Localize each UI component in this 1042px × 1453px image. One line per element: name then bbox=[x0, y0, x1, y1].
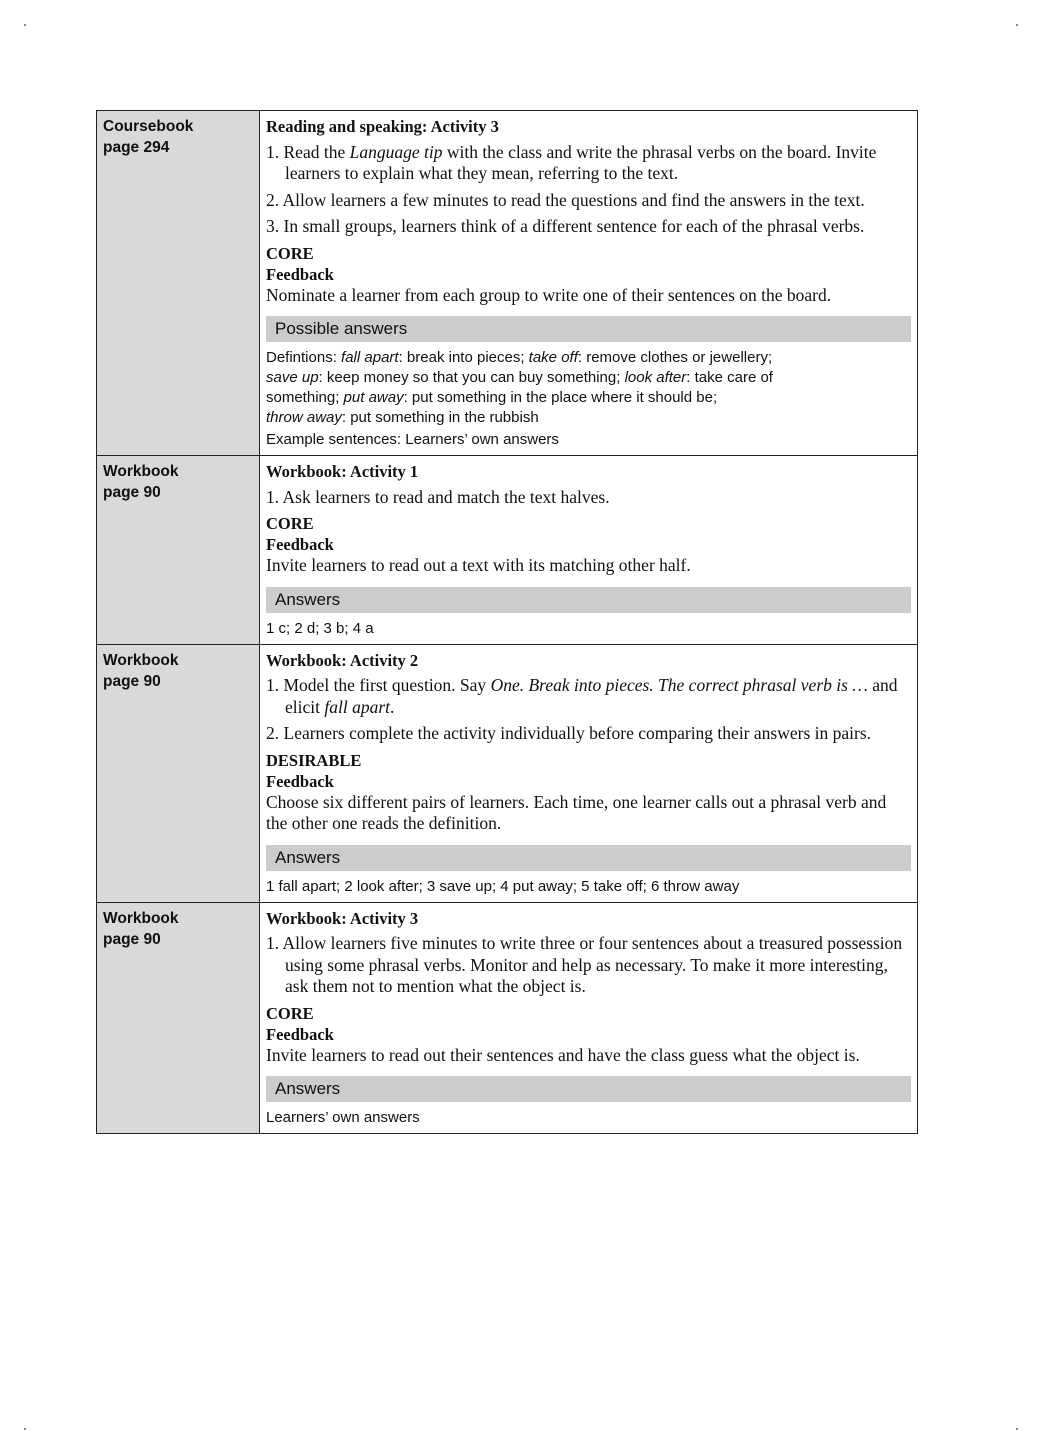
answers-header: Answers bbox=[266, 1076, 911, 1102]
page-reference: page 90 bbox=[103, 484, 161, 501]
crop-mark bbox=[24, 24, 26, 26]
feedback-text: Nominate a learner from each group to write one of their sentences on the board. bbox=[266, 284, 832, 305]
level-label: DESIRABLE bbox=[266, 750, 362, 770]
table-row bbox=[97, 111, 918, 456]
answer-paragraph bbox=[266, 348, 911, 428]
activity-title: Workbook: Activity 2 bbox=[266, 650, 419, 670]
instruction-step bbox=[266, 723, 911, 745]
feedback-label: Feedback bbox=[266, 1024, 334, 1044]
table-row bbox=[97, 902, 918, 1134]
text-segment: . bbox=[390, 696, 395, 717]
text-segment: 3. In small groups, learners think of a different sentence for each of the phrasal verbs. bbox=[266, 216, 865, 236]
text-segment: : put something in the place where it should be; bbox=[403, 389, 718, 406]
book-reference: Workbook bbox=[103, 463, 179, 480]
book-reference: Workbook bbox=[103, 909, 179, 927]
italic-text: look after bbox=[624, 369, 687, 386]
instruction-step bbox=[266, 216, 911, 238]
level-label: CORE bbox=[266, 243, 314, 263]
feedback-text: Invite learners to read out a text with its matching other half. bbox=[266, 555, 691, 575]
feedback-text: Invite learners to read out their sentences and have the class guess what the object is. bbox=[266, 1044, 860, 1065]
page-reference: page 90 bbox=[103, 672, 161, 690]
answer-paragraph bbox=[266, 1108, 911, 1128]
text-segment: Learners’ own answers bbox=[266, 1109, 420, 1126]
reference-cell bbox=[97, 111, 260, 456]
text-segment: : take care of bbox=[686, 369, 773, 386]
instruction-step bbox=[266, 190, 911, 212]
text-segment: 2. Allow learners a few minutes to read the questions and find the answers in the text. bbox=[266, 189, 865, 210]
text-segment: 1. Allow learners five minutes to write three or four sentences about a treasured possession using some phrasal verbs. Monitor and help as necessary. To make it more interesting, ask them not to mention what the object is. bbox=[266, 933, 903, 996]
text-segment: : keep money so that you can buy something; bbox=[318, 369, 625, 386]
activity-cell bbox=[260, 456, 918, 645]
text-segment: Defintions: bbox=[266, 349, 342, 366]
page-reference: page 294 bbox=[103, 139, 170, 156]
instruction-step bbox=[266, 142, 911, 185]
text-segment: something; bbox=[266, 389, 344, 406]
answers-box bbox=[266, 1108, 911, 1128]
activity-title: Reading and speaking: Activity 3 bbox=[266, 117, 499, 136]
feedback-text: Choose six different pairs of learners. Each time, one learner calls out a phrasal verb and the other one reads the definition. bbox=[266, 791, 887, 833]
table-row bbox=[97, 644, 918, 902]
answers-header: Answers bbox=[266, 587, 911, 613]
italic-text: put away bbox=[343, 389, 404, 406]
crop-mark bbox=[1016, 1428, 1018, 1430]
instruction-step bbox=[266, 933, 911, 998]
page-reference: page 90 bbox=[103, 930, 161, 948]
italic-text: throw away bbox=[266, 409, 342, 426]
text-segment: : put something in the rubbish bbox=[341, 409, 539, 426]
italic-text: fall apart bbox=[341, 349, 399, 366]
text-segment: and elicit bbox=[285, 675, 898, 717]
text-segment: 1. Model the first question. Say bbox=[266, 675, 491, 695]
crop-mark bbox=[1016, 24, 1018, 26]
text-segment: 1. Read the bbox=[266, 141, 350, 162]
answer-paragraph bbox=[266, 877, 911, 897]
answers-header: Possible answers bbox=[266, 316, 911, 342]
book-reference: Workbook bbox=[103, 651, 179, 669]
reference-cell bbox=[97, 902, 260, 1134]
reference-cell bbox=[97, 644, 260, 902]
italic-text: fall apart bbox=[324, 696, 390, 717]
answer-paragraph bbox=[266, 619, 911, 639]
activity-cell bbox=[260, 902, 918, 1134]
instruction-step bbox=[266, 487, 911, 509]
italic-text: Language tip bbox=[349, 141, 443, 162]
activity-cell bbox=[260, 111, 918, 456]
text-segment: with the class and write the phrasal verbs on the board. Invite learners to explain what they mean, referring to the text. bbox=[285, 141, 877, 183]
activity-cell bbox=[260, 644, 918, 902]
text-segment: : break into pieces; bbox=[398, 349, 529, 366]
text-segment: 1 fall apart; 2 look after; 3 save up; 4 put away; 5 take off; 6 throw away bbox=[266, 877, 740, 895]
book-reference: Coursebook bbox=[103, 118, 194, 135]
italic-text: One. Break into pieces. The correct phrasal verb is … bbox=[490, 675, 868, 695]
italic-text: save up bbox=[266, 369, 319, 386]
feedback-label: Feedback bbox=[266, 535, 334, 554]
crop-mark bbox=[24, 1428, 26, 1430]
answers-box bbox=[266, 877, 911, 897]
reference-cell bbox=[97, 456, 260, 645]
text-segment: 1 c; 2 d; 3 b; 4 a bbox=[266, 619, 374, 637]
text-segment: 1. Ask learners to read and match the text halves. bbox=[266, 486, 610, 507]
italic-text: take off bbox=[528, 349, 578, 366]
level-label: CORE bbox=[266, 514, 314, 533]
text-segment: : remove clothes or jewellery; bbox=[577, 349, 773, 366]
feedback-label: Feedback bbox=[266, 264, 334, 284]
lesson-table bbox=[96, 110, 918, 1134]
activity-title: Workbook: Activity 3 bbox=[266, 908, 419, 928]
text-segment: Example sentences: Learners’ own answers bbox=[266, 431, 559, 448]
answers-box bbox=[266, 348, 911, 450]
text-segment: 2. Learners complete the activity individually before comparing their answers in pairs. bbox=[266, 723, 872, 743]
answers-box bbox=[266, 619, 911, 639]
activity-title: Workbook: Activity 1 bbox=[266, 462, 419, 481]
feedback-label: Feedback bbox=[266, 771, 334, 791]
answer-paragraph bbox=[266, 430, 911, 450]
answers-header: Answers bbox=[266, 845, 911, 871]
instruction-step bbox=[266, 675, 911, 718]
level-label: CORE bbox=[266, 1003, 314, 1023]
table-row bbox=[97, 456, 918, 645]
